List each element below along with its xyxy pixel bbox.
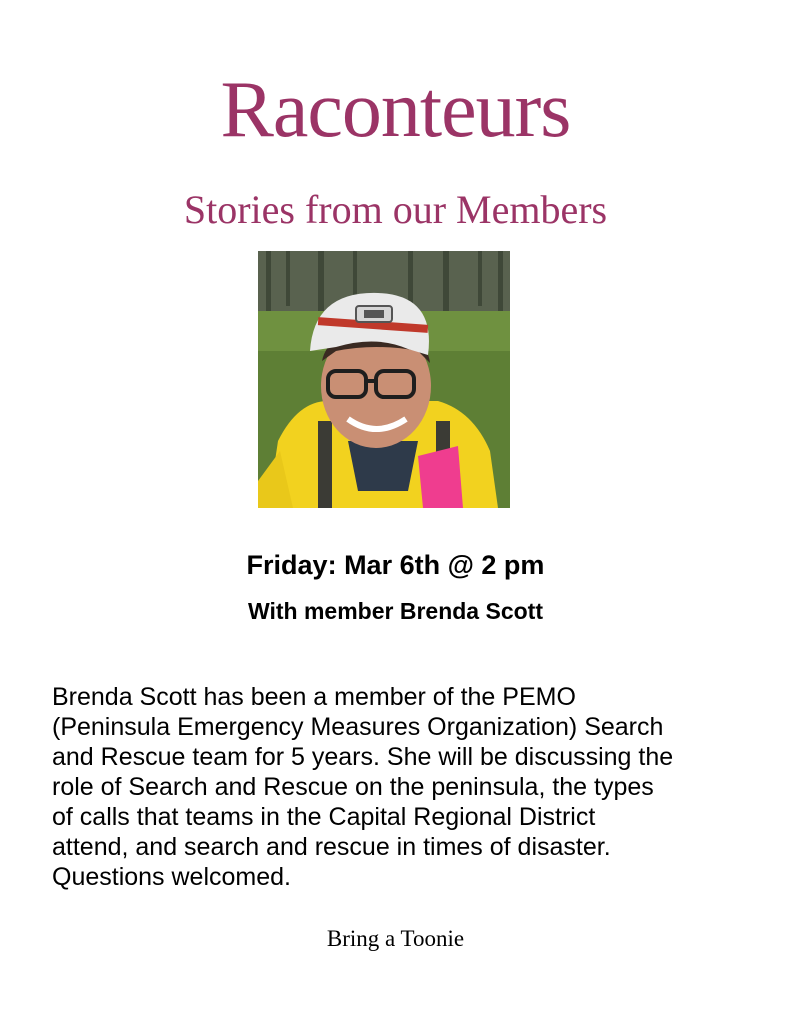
- description-line: (Peninsula Emergency Measures Organization) Search: [52, 713, 664, 741]
- flyer-subtitle: Stories from our Members: [183, 187, 608, 232]
- description-line: of calls that teams in the Capital Regional District: [52, 803, 596, 831]
- speaker-photo: [258, 251, 510, 508]
- event-description: [52, 682, 752, 892]
- footer-note: Bring a Toonie: [326, 926, 465, 951]
- speaker-line: With member Brenda Scott: [247, 598, 543, 624]
- event-date: Friday: Mar 6th @ 2 pm: [246, 550, 545, 580]
- description-line: attend, and search and rescue in times of disaster.: [52, 833, 611, 861]
- flyer-title: Raconteurs: [220, 66, 571, 154]
- description-line: Brenda Scott has been a member of the PEMO: [52, 683, 576, 711]
- description-line: and Rescue team for 5 years. She will be discussing the: [52, 743, 674, 771]
- description-line: Questions welcomed.: [52, 863, 292, 891]
- description-line: role of Search and Rescue on the peninsula, the types: [52, 773, 654, 801]
